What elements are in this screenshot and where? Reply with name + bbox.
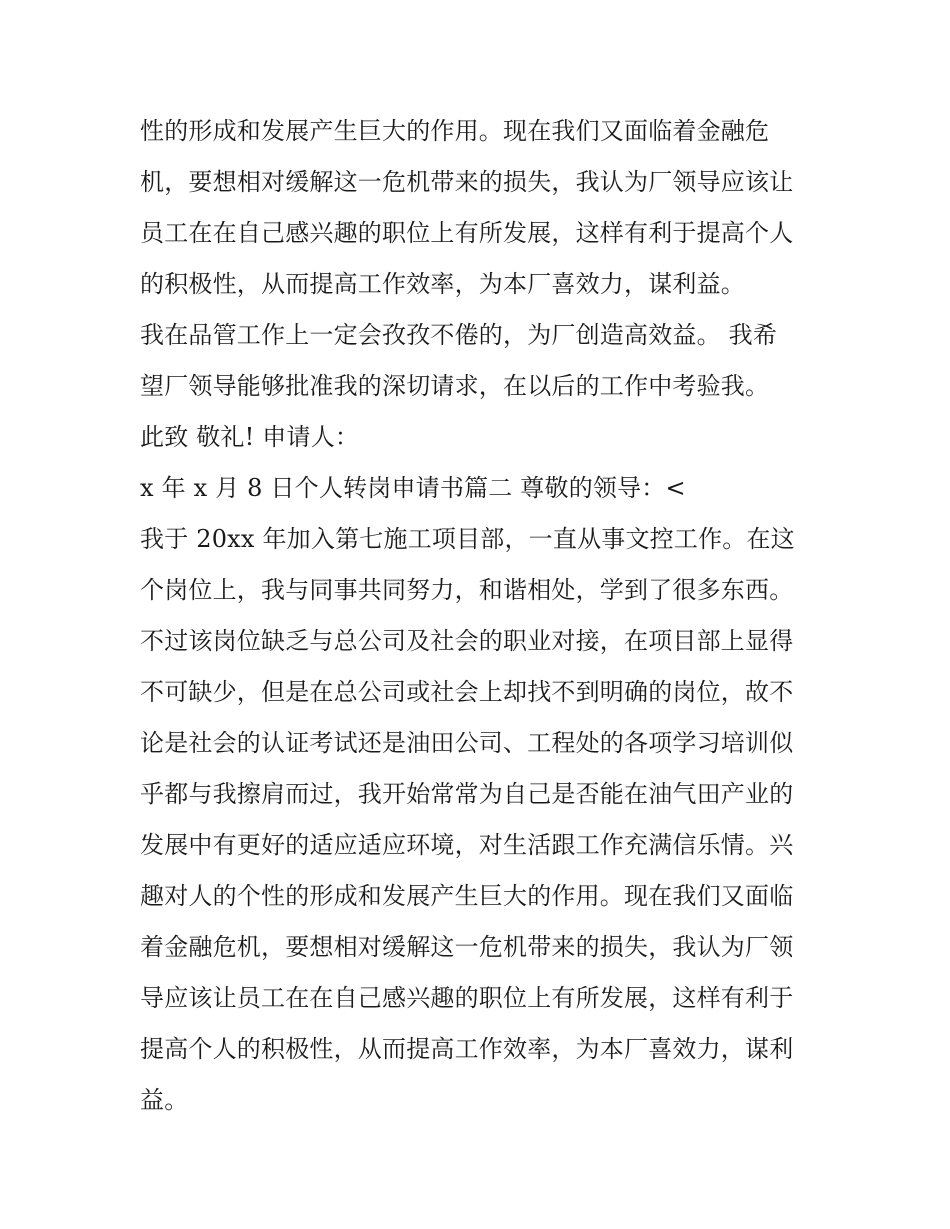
- text-line: 此致 敬礼! 申请人：: [140, 423, 360, 451]
- text-line: 益。: [140, 1086, 189, 1114]
- body-text: [140, 106, 820, 1126]
- text-line: 我在品管工作上一定会孜孜不倦的，为厂创造高效益。 我希: [140, 321, 778, 349]
- text-line: 性的形成和发展产生巨大的作用。现在我们又面临着金融危: [140, 117, 770, 145]
- text-line: 着金融危机，要想相对缓解这一危机带来的损失，我认为厂领: [140, 933, 794, 961]
- text-line: 提高个人的积极性，从而提高工作效率，为本厂喜效力，谋利: [140, 1035, 794, 1063]
- text-line: 的积极性，从而提高工作效率，为本厂喜效力，谋利益。: [140, 270, 745, 298]
- text-line: x 年 x 月 8 日个人转岗申请书篇二 尊敬的领导：<: [140, 474, 686, 502]
- text-line: 发展中有更好的适应适应环境，对生活跟工作充满信乐情。兴: [140, 831, 794, 859]
- text-line: 导应该让员工在在自己感兴趣的职位上有所发展，这样有利于: [140, 984, 794, 1012]
- text-line: 论是社会的认证考试还是油田公司、工程处的各项学习培训似: [140, 729, 794, 757]
- text-line: 趣对人的个性的形成和发展产生巨大的作用。现在我们又面临: [140, 882, 794, 910]
- text-line: 望厂领导能够批准我的深切请求，在以后的工作中考验我。: [140, 372, 770, 400]
- text-line: 员工在在自己感兴趣的职位上有所发展，这样有利于提高个人: [140, 219, 794, 247]
- text-line: 不过该岗位缺乏与总公司及社会的职业对接，在项目部上显得: [140, 627, 794, 655]
- text-line: 不可缺少，但是在总公司或社会上却找不到明确的岗位，故不: [140, 678, 794, 706]
- text-line: 我于 20xx 年加入第七施工项目部，一直从事文控工作。在这: [140, 525, 795, 553]
- text-line: 乎都与我擦肩而过，我开始常常为自己是否能在油气田产业的: [140, 780, 794, 808]
- text-line: 机，要想相对缓解这一危机带来的损失，我认为厂领导应该让: [140, 168, 794, 196]
- text-line: 个岗位上，我与同事共同努力，和谐相处，学到了很多东西。: [140, 576, 794, 604]
